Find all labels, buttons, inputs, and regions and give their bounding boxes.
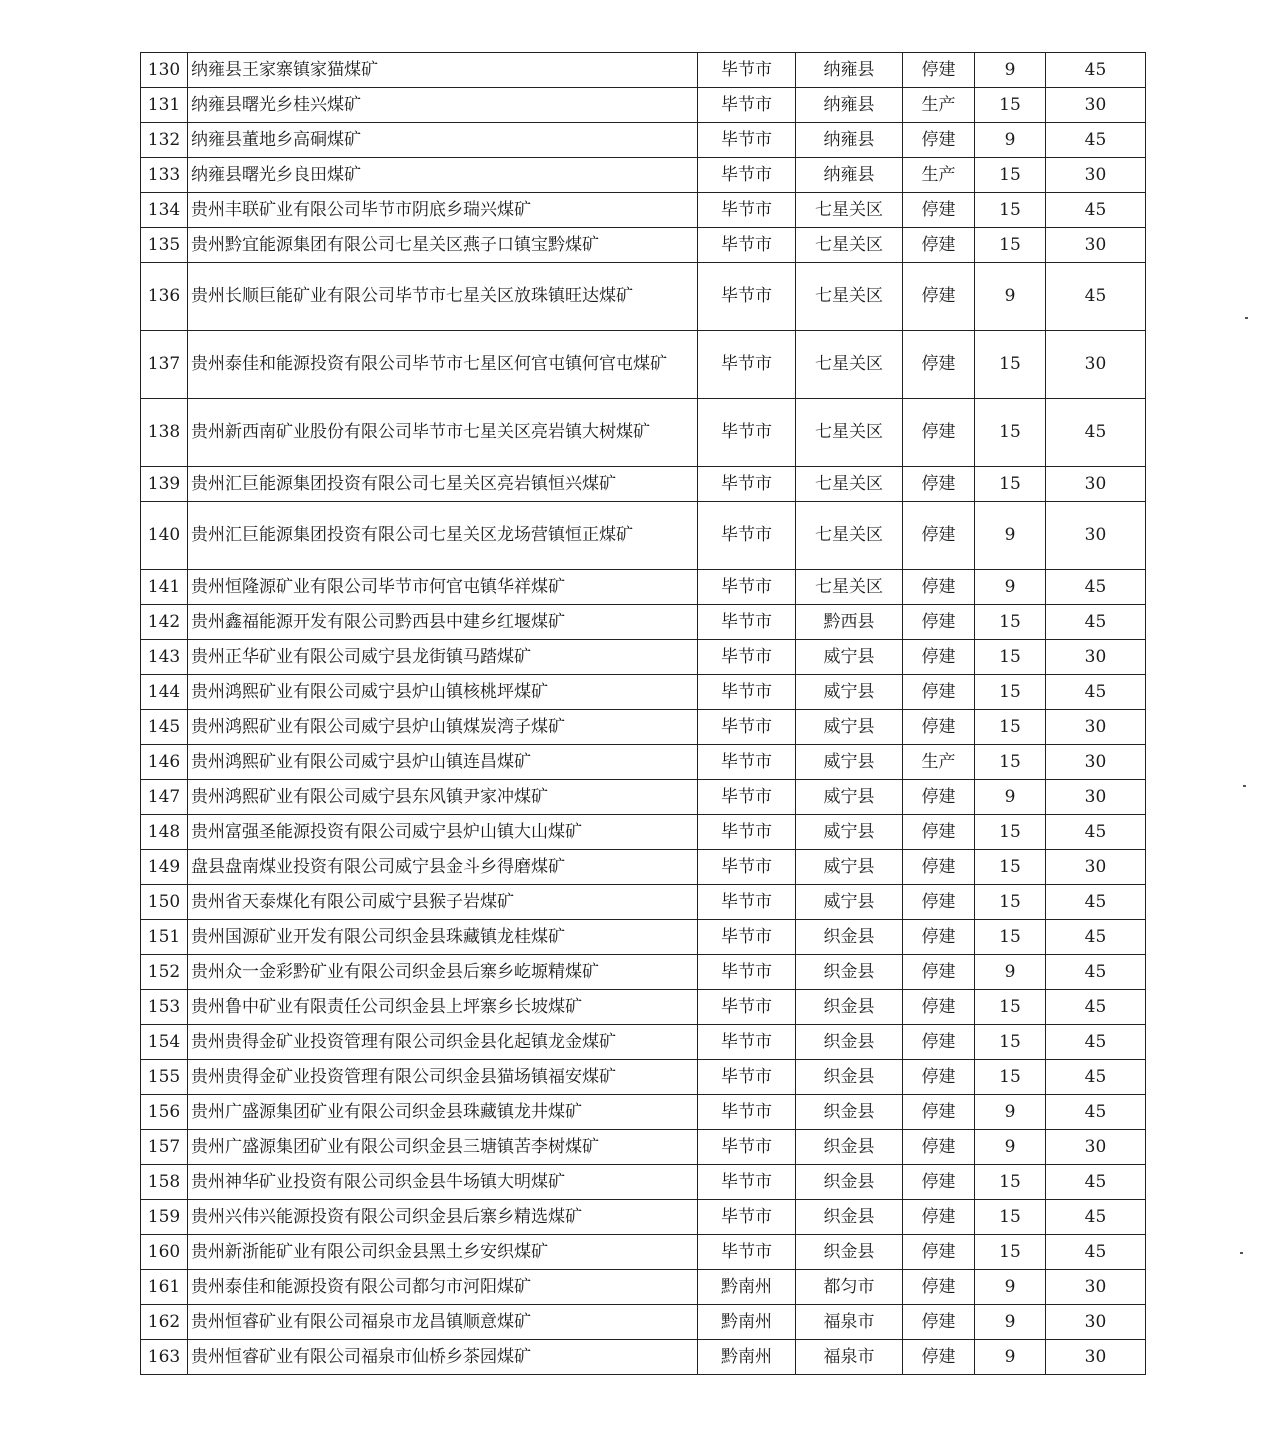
- status-cell: 停建: [903, 920, 975, 955]
- value-b-cell: 45: [1046, 885, 1146, 920]
- row-number: 138: [141, 399, 188, 467]
- county-cell: 织金县: [796, 1130, 903, 1165]
- value-a-cell: 15: [975, 745, 1046, 780]
- value-a-cell: 15: [975, 675, 1046, 710]
- value-a-cell: 15: [975, 193, 1046, 228]
- value-a-cell: 9: [975, 780, 1046, 815]
- row-number: 153: [141, 990, 188, 1025]
- city-cell: 黔南州: [698, 1340, 796, 1375]
- mine-name: 贵州新西南矿业股份有限公司毕节市七星关区亮岩镇大树煤矿: [188, 399, 698, 467]
- row-number: 131: [141, 88, 188, 123]
- value-b-cell: 45: [1046, 1235, 1146, 1270]
- city-cell: 毕节市: [698, 467, 796, 502]
- row-number: 134: [141, 193, 188, 228]
- mine-name: 贵州鸿熙矿业有限公司威宁县炉山镇核桃坪煤矿: [188, 675, 698, 710]
- mine-name: 贵州兴伟兴能源投资有限公司织金县后寨乡精选煤矿: [188, 1200, 698, 1235]
- county-cell: 威宁县: [796, 640, 903, 675]
- value-b-cell: 30: [1046, 1340, 1146, 1375]
- status-cell: 停建: [903, 990, 975, 1025]
- value-a-cell: 9: [975, 1270, 1046, 1305]
- city-cell: 毕节市: [698, 640, 796, 675]
- city-cell: 毕节市: [698, 158, 796, 193]
- value-b-cell: 30: [1046, 710, 1146, 745]
- mine-name: 贵州鲁中矿业有限责任公司织金县上坪寨乡长坡煤矿: [188, 990, 698, 1025]
- city-cell: 毕节市: [698, 228, 796, 263]
- value-b-cell: 45: [1046, 1200, 1146, 1235]
- status-cell: 停建: [903, 263, 975, 331]
- table-row: [141, 605, 1146, 640]
- table-row: [141, 955, 1146, 990]
- mine-name: 贵州富强圣能源投资有限公司威宁县炉山镇大山煤矿: [188, 815, 698, 850]
- table-row: [141, 1165, 1146, 1200]
- status-cell: 停建: [903, 1340, 975, 1375]
- city-cell: 毕节市: [698, 570, 796, 605]
- scan-speck: [1240, 1252, 1243, 1254]
- status-cell: 停建: [903, 399, 975, 467]
- row-number: 142: [141, 605, 188, 640]
- county-cell: 七星关区: [796, 399, 903, 467]
- row-number: 154: [141, 1025, 188, 1060]
- value-a-cell: 15: [975, 990, 1046, 1025]
- table-row: [141, 158, 1146, 193]
- mine-name: 贵州鸿熙矿业有限公司威宁县炉山镇煤炭湾子煤矿: [188, 710, 698, 745]
- county-cell: 威宁县: [796, 675, 903, 710]
- county-cell: 织金县: [796, 1235, 903, 1270]
- scan-speck: [1245, 317, 1248, 319]
- status-cell: 停建: [903, 1200, 975, 1235]
- city-cell: 毕节市: [698, 1200, 796, 1235]
- value-b-cell: 45: [1046, 920, 1146, 955]
- value-b-cell: 30: [1046, 158, 1146, 193]
- table-row: [141, 570, 1146, 605]
- status-cell: 停建: [903, 570, 975, 605]
- status-cell: 停建: [903, 1305, 975, 1340]
- status-cell: 停建: [903, 228, 975, 263]
- table-row: [141, 1235, 1146, 1270]
- city-cell: 毕节市: [698, 88, 796, 123]
- row-number: 158: [141, 1165, 188, 1200]
- value-b-cell: 45: [1046, 815, 1146, 850]
- value-a-cell: 15: [975, 399, 1046, 467]
- value-b-cell: 30: [1046, 502, 1146, 570]
- status-cell: 停建: [903, 885, 975, 920]
- county-cell: 纳雍县: [796, 53, 903, 88]
- value-a-cell: 15: [975, 331, 1046, 399]
- row-number: 144: [141, 675, 188, 710]
- mine-name: 贵州国源矿业开发有限公司织金县珠藏镇龙桂煤矿: [188, 920, 698, 955]
- status-cell: 停建: [903, 467, 975, 502]
- table-row: [141, 885, 1146, 920]
- row-number: 147: [141, 780, 188, 815]
- mine-name: 纳雍县曙光乡桂兴煤矿: [188, 88, 698, 123]
- county-cell: 威宁县: [796, 850, 903, 885]
- mine-name: 贵州汇巨能源集团投资有限公司七星关区亮岩镇恒兴煤矿: [188, 467, 698, 502]
- city-cell: 毕节市: [698, 745, 796, 780]
- city-cell: 毕节市: [698, 193, 796, 228]
- table-row: [141, 228, 1146, 263]
- status-cell: 停建: [903, 640, 975, 675]
- status-cell: 生产: [903, 745, 975, 780]
- mine-name: 贵州广盛源集团矿业有限公司织金县三塘镇苦李树煤矿: [188, 1130, 698, 1165]
- value-b-cell: 30: [1046, 467, 1146, 502]
- city-cell: 毕节市: [698, 815, 796, 850]
- status-cell: 停建: [903, 1270, 975, 1305]
- table-row: [141, 780, 1146, 815]
- city-cell: 黔南州: [698, 1270, 796, 1305]
- table-body: [141, 53, 1146, 1375]
- status-cell: 停建: [903, 710, 975, 745]
- county-cell: 都匀市: [796, 1270, 903, 1305]
- value-a-cell: 15: [975, 815, 1046, 850]
- status-cell: 停建: [903, 53, 975, 88]
- status-cell: 停建: [903, 1060, 975, 1095]
- county-cell: 七星关区: [796, 502, 903, 570]
- table-row: [141, 920, 1146, 955]
- mine-name: 贵州泰佳和能源投资有限公司都匀市河阳煤矿: [188, 1270, 698, 1305]
- value-b-cell: 30: [1046, 1130, 1146, 1165]
- row-number: 146: [141, 745, 188, 780]
- table-row: [141, 990, 1146, 1025]
- value-b-cell: 30: [1046, 88, 1146, 123]
- value-b-cell: 30: [1046, 228, 1146, 263]
- city-cell: 毕节市: [698, 850, 796, 885]
- row-number: 132: [141, 123, 188, 158]
- row-number: 161: [141, 1270, 188, 1305]
- mine-name: 贵州鑫福能源开发有限公司黔西县中建乡红堰煤矿: [188, 605, 698, 640]
- county-cell: 织金县: [796, 1095, 903, 1130]
- value-b-cell: 30: [1046, 850, 1146, 885]
- table-row: [141, 640, 1146, 675]
- row-number: 162: [141, 1305, 188, 1340]
- value-b-cell: 45: [1046, 990, 1146, 1025]
- value-b-cell: 45: [1046, 605, 1146, 640]
- value-a-cell: 15: [975, 920, 1046, 955]
- mine-name: 贵州广盛源集团矿业有限公司织金县珠藏镇龙井煤矿: [188, 1095, 698, 1130]
- status-cell: 停建: [903, 1235, 975, 1270]
- status-cell: 停建: [903, 675, 975, 710]
- row-number: 151: [141, 920, 188, 955]
- city-cell: 毕节市: [698, 1060, 796, 1095]
- table-row: [141, 1060, 1146, 1095]
- status-cell: 停建: [903, 815, 975, 850]
- row-number: 140: [141, 502, 188, 570]
- value-a-cell: 9: [975, 1305, 1046, 1340]
- value-a-cell: 9: [975, 263, 1046, 331]
- value-b-cell: 45: [1046, 570, 1146, 605]
- mine-name: 贵州贵得金矿业投资管理有限公司织金县猫场镇福安煤矿: [188, 1060, 698, 1095]
- table-row: [141, 850, 1146, 885]
- value-b-cell: 45: [1046, 123, 1146, 158]
- value-a-cell: 15: [975, 228, 1046, 263]
- city-cell: 毕节市: [698, 53, 796, 88]
- city-cell: 毕节市: [698, 399, 796, 467]
- coal-mine-table: [140, 52, 1146, 1375]
- row-number: 143: [141, 640, 188, 675]
- mine-name: 贵州丰联矿业有限公司毕节市阴底乡瑞兴煤矿: [188, 193, 698, 228]
- county-cell: 纳雍县: [796, 88, 903, 123]
- mine-name: 贵州省天泰煤化有限公司威宁县猴子岩煤矿: [188, 885, 698, 920]
- value-a-cell: 15: [975, 1165, 1046, 1200]
- status-cell: 停建: [903, 193, 975, 228]
- row-number: 160: [141, 1235, 188, 1270]
- county-cell: 福泉市: [796, 1305, 903, 1340]
- city-cell: 黔南州: [698, 1305, 796, 1340]
- mine-name: 贵州贵得金矿业投资管理有限公司织金县化起镇龙金煤矿: [188, 1025, 698, 1060]
- status-cell: 停建: [903, 1130, 975, 1165]
- row-number: 141: [141, 570, 188, 605]
- value-b-cell: 30: [1046, 331, 1146, 399]
- table-row: [141, 399, 1146, 467]
- county-cell: 威宁县: [796, 885, 903, 920]
- table-row: [141, 1130, 1146, 1165]
- status-cell: 停建: [903, 780, 975, 815]
- city-cell: 毕节市: [698, 1235, 796, 1270]
- table-row: [141, 1200, 1146, 1235]
- table-row: [141, 1270, 1146, 1305]
- county-cell: 福泉市: [796, 1340, 903, 1375]
- value-a-cell: 15: [975, 158, 1046, 193]
- value-a-cell: 9: [975, 955, 1046, 990]
- value-a-cell: 15: [975, 467, 1046, 502]
- value-b-cell: 30: [1046, 780, 1146, 815]
- row-number: 135: [141, 228, 188, 263]
- status-cell: 停建: [903, 123, 975, 158]
- county-cell: 纳雍县: [796, 158, 903, 193]
- row-number: 152: [141, 955, 188, 990]
- value-a-cell: 15: [975, 1060, 1046, 1095]
- value-a-cell: 15: [975, 605, 1046, 640]
- value-b-cell: 45: [1046, 399, 1146, 467]
- status-cell: 生产: [903, 158, 975, 193]
- mine-name: 贵州正华矿业有限公司威宁县龙街镇马踏煤矿: [188, 640, 698, 675]
- value-b-cell: 30: [1046, 745, 1146, 780]
- city-cell: 毕节市: [698, 955, 796, 990]
- value-a-cell: 9: [975, 570, 1046, 605]
- city-cell: 毕节市: [698, 605, 796, 640]
- mine-name: 纳雍县董地乡高硐煤矿: [188, 123, 698, 158]
- row-number: 155: [141, 1060, 188, 1095]
- city-cell: 毕节市: [698, 710, 796, 745]
- city-cell: 毕节市: [698, 1095, 796, 1130]
- value-b-cell: 30: [1046, 1270, 1146, 1305]
- county-cell: 威宁县: [796, 710, 903, 745]
- county-cell: 黔西县: [796, 605, 903, 640]
- city-cell: 毕节市: [698, 675, 796, 710]
- mine-name: 贵州恒睿矿业有限公司福泉市龙昌镇顺意煤矿: [188, 1305, 698, 1340]
- table-row: [141, 745, 1146, 780]
- value-a-cell: 15: [975, 88, 1046, 123]
- value-a-cell: 15: [975, 640, 1046, 675]
- value-b-cell: 45: [1046, 263, 1146, 331]
- status-cell: 停建: [903, 955, 975, 990]
- table-row: [141, 815, 1146, 850]
- mine-name: 贵州恒睿矿业有限公司福泉市仙桥乡茶园煤矿: [188, 1340, 698, 1375]
- row-number: 159: [141, 1200, 188, 1235]
- county-cell: 织金县: [796, 990, 903, 1025]
- city-cell: 毕节市: [698, 990, 796, 1025]
- city-cell: 毕节市: [698, 1025, 796, 1060]
- table-row: [141, 1025, 1146, 1060]
- mine-name: 贵州泰佳和能源投资有限公司毕节市七星区何官屯镇何官屯煤矿: [188, 331, 698, 399]
- row-number: 150: [141, 885, 188, 920]
- value-a-cell: 9: [975, 1095, 1046, 1130]
- table-row: [141, 53, 1146, 88]
- value-b-cell: 30: [1046, 1305, 1146, 1340]
- row-number: 139: [141, 467, 188, 502]
- county-cell: 七星关区: [796, 263, 903, 331]
- value-b-cell: 45: [1046, 1165, 1146, 1200]
- value-b-cell: 45: [1046, 955, 1146, 990]
- county-cell: 七星关区: [796, 570, 903, 605]
- city-cell: 毕节市: [698, 1165, 796, 1200]
- county-cell: 织金县: [796, 1025, 903, 1060]
- row-number: 163: [141, 1340, 188, 1375]
- value-a-cell: 15: [975, 885, 1046, 920]
- city-cell: 毕节市: [698, 263, 796, 331]
- value-b-cell: 45: [1046, 193, 1146, 228]
- coal-mine-table-container: [140, 52, 1145, 1375]
- mine-name: 贵州黔宜能源集团有限公司七星关区燕子口镇宝黔煤矿: [188, 228, 698, 263]
- city-cell: 毕节市: [698, 331, 796, 399]
- table-row: [141, 710, 1146, 745]
- county-cell: 纳雍县: [796, 123, 903, 158]
- city-cell: 毕节市: [698, 1130, 796, 1165]
- city-cell: 毕节市: [698, 502, 796, 570]
- status-cell: 生产: [903, 88, 975, 123]
- mine-name: 纳雍县曙光乡良田煤矿: [188, 158, 698, 193]
- table-row: [141, 123, 1146, 158]
- city-cell: 毕节市: [698, 885, 796, 920]
- value-a-cell: 9: [975, 1130, 1046, 1165]
- mine-name: 盘县盘南煤业投资有限公司威宁县金斗乡得磨煤矿: [188, 850, 698, 885]
- county-cell: 织金县: [796, 1060, 903, 1095]
- value-a-cell: 9: [975, 1340, 1046, 1375]
- mine-name: 贵州鸿熙矿业有限公司威宁县炉山镇连昌煤矿: [188, 745, 698, 780]
- status-cell: 停建: [903, 605, 975, 640]
- table-row: [141, 331, 1146, 399]
- table-row: [141, 1340, 1146, 1375]
- table-row: [141, 502, 1146, 570]
- county-cell: 七星关区: [796, 331, 903, 399]
- row-number: 130: [141, 53, 188, 88]
- mine-name: 贵州神华矿业投资有限公司织金县牛场镇大明煤矿: [188, 1165, 698, 1200]
- county-cell: 织金县: [796, 1165, 903, 1200]
- value-a-cell: 9: [975, 502, 1046, 570]
- status-cell: 停建: [903, 502, 975, 570]
- mine-name: 贵州恒隆源矿业有限公司毕节市何官屯镇华祥煤矿: [188, 570, 698, 605]
- value-a-cell: 15: [975, 850, 1046, 885]
- city-cell: 毕节市: [698, 123, 796, 158]
- row-number: 137: [141, 331, 188, 399]
- value-b-cell: 30: [1046, 640, 1146, 675]
- status-cell: 停建: [903, 1095, 975, 1130]
- mine-name: 贵州鸿熙矿业有限公司威宁县东风镇尹家冲煤矿: [188, 780, 698, 815]
- status-cell: 停建: [903, 850, 975, 885]
- value-a-cell: 15: [975, 1200, 1046, 1235]
- table-row: [141, 1095, 1146, 1130]
- row-number: 133: [141, 158, 188, 193]
- value-a-cell: 15: [975, 1025, 1046, 1060]
- scan-speck: [1243, 785, 1246, 787]
- row-number: 157: [141, 1130, 188, 1165]
- status-cell: 停建: [903, 1025, 975, 1060]
- value-b-cell: 45: [1046, 675, 1146, 710]
- table-row: [141, 467, 1146, 502]
- row-number: 136: [141, 263, 188, 331]
- mine-name: 贵州新浙能矿业有限公司织金县黑土乡安织煤矿: [188, 1235, 698, 1270]
- table-row: [141, 263, 1146, 331]
- city-cell: 毕节市: [698, 780, 796, 815]
- value-a-cell: 9: [975, 53, 1046, 88]
- table-row: [141, 1305, 1146, 1340]
- county-cell: 威宁县: [796, 815, 903, 850]
- city-cell: 毕节市: [698, 920, 796, 955]
- row-number: 156: [141, 1095, 188, 1130]
- table-row: [141, 88, 1146, 123]
- row-number: 145: [141, 710, 188, 745]
- county-cell: 七星关区: [796, 467, 903, 502]
- county-cell: 七星关区: [796, 193, 903, 228]
- county-cell: 威宁县: [796, 780, 903, 815]
- mine-name: 纳雍县王家寨镇家猫煤矿: [188, 53, 698, 88]
- value-b-cell: 45: [1046, 53, 1146, 88]
- county-cell: 威宁县: [796, 745, 903, 780]
- table-row: [141, 193, 1146, 228]
- county-cell: 织金县: [796, 1200, 903, 1235]
- mine-name: 贵州众一金彩黔矿业有限公司织金县后寨乡屹塬精煤矿: [188, 955, 698, 990]
- table-row: [141, 675, 1146, 710]
- value-b-cell: 45: [1046, 1095, 1146, 1130]
- value-a-cell: 9: [975, 123, 1046, 158]
- value-b-cell: 45: [1046, 1025, 1146, 1060]
- mine-name: 贵州汇巨能源集团投资有限公司七星关区龙场营镇恒正煤矿: [188, 502, 698, 570]
- county-cell: 七星关区: [796, 228, 903, 263]
- status-cell: 停建: [903, 331, 975, 399]
- status-cell: 停建: [903, 1165, 975, 1200]
- county-cell: 织金县: [796, 920, 903, 955]
- county-cell: 织金县: [796, 955, 903, 990]
- row-number: 149: [141, 850, 188, 885]
- mine-name: 贵州长顺巨能矿业有限公司毕节市七星关区放珠镇旺达煤矿: [188, 263, 698, 331]
- value-a-cell: 15: [975, 710, 1046, 745]
- row-number: 148: [141, 815, 188, 850]
- value-a-cell: 15: [975, 1235, 1046, 1270]
- value-b-cell: 45: [1046, 1060, 1146, 1095]
